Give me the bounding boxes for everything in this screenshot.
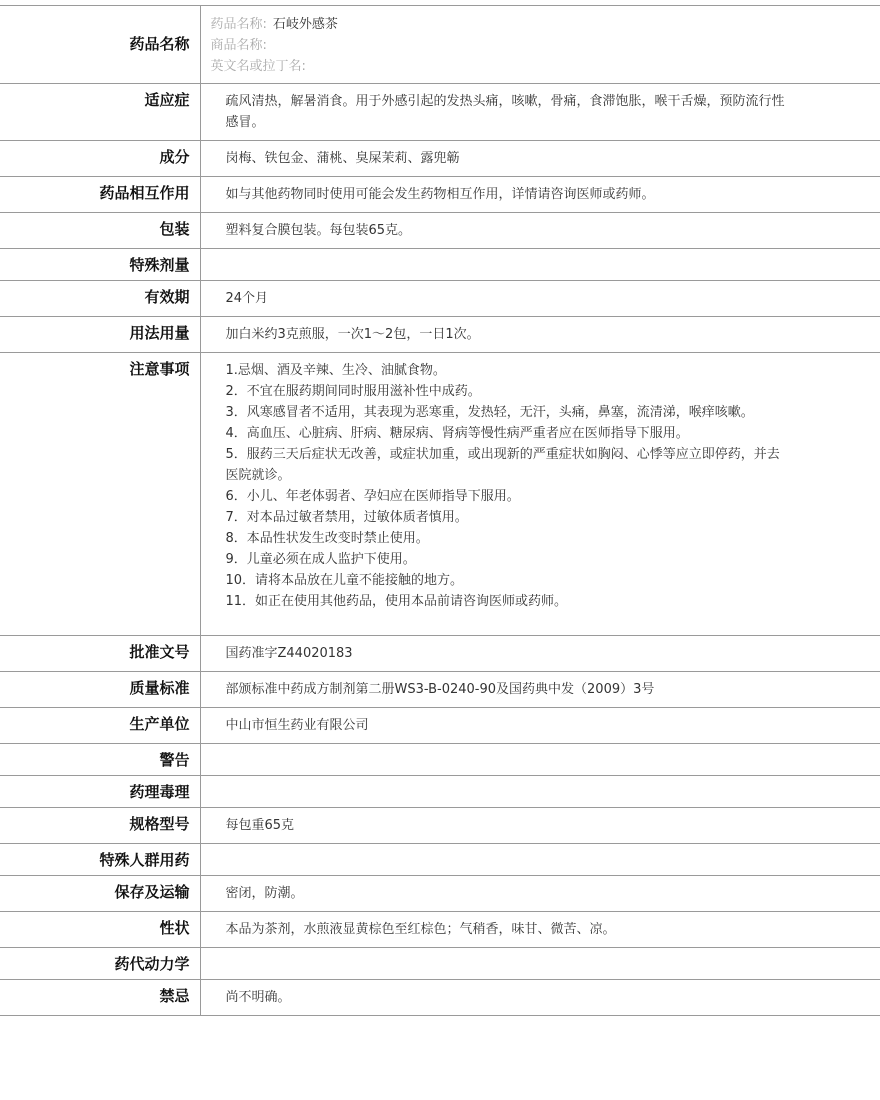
value-special-population [200,844,880,876]
value-special-dosage [200,249,880,281]
label-special-population: 特殊人群用药 [0,844,200,876]
precaution-item: 11．如正在使用其他药品，使用本品前请咨询医师或药师。 [225,594,568,609]
row-manufacturer [0,708,880,744]
label-standard: 质量标准 [0,672,200,708]
row-toxicology [0,776,880,808]
row-validity [0,281,880,317]
label-validity: 有效期 [0,281,200,317]
row-indications [0,84,880,141]
row-standard [0,672,880,708]
row-properties [0,912,880,948]
row-warning [0,744,880,776]
row-drug-name [0,6,880,84]
row-special-dosage [0,249,880,281]
value-indications: 疏风清热，解暑消食。用于外感引起的发热头痛，咳嗽，骨痛，食滞饱胀，喉干舌燥，预防流行性感冒。 [200,84,880,141]
row-ingredients [0,141,880,177]
label-properties: 性状 [0,912,200,948]
label-packaging: 包装 [0,213,200,249]
value-manufacturer: 中山市恒生药业有限公司 [200,708,880,744]
generic-name-line [211,14,871,35]
precaution-item: 1.忌烟、酒及辛辣、生冷、油腻食物。 [225,363,446,378]
precaution-item: 8．本品性状发生改变时禁止使用。 [225,531,429,546]
value-toxicology [200,776,880,808]
label-special-dosage: 特殊剂量 [0,249,200,281]
precaution-item: 2．不宜在服药期间同时服用滋补性中成药。 [225,384,481,399]
precaution-item: 6．小儿、年老体弱者、孕妇应在医师指导下服用。 [225,489,520,504]
label-indications: 适应症 [0,84,200,141]
value-specification: 每包重65克 [200,808,880,844]
label-interactions: 药品相互作用 [0,177,200,213]
label-approval: 批准文号 [0,636,200,672]
row-storage [0,876,880,912]
label-precautions: 注意事项 [0,353,200,636]
value-contraindications: 尚不明确。 [200,980,880,1016]
precaution-item: 9．儿童必须在成人监护下使用。 [225,552,416,567]
precautions-list [226,360,791,612]
value-pharmacokinetics [200,948,880,980]
row-interactions [0,177,880,213]
value-warning [200,744,880,776]
label-toxicology: 药理毒理 [0,776,200,808]
row-usage [0,317,880,353]
value-properties: 本品为茶剂，水煎液显黄棕色至红棕色；气稍香，味甘、微苦、凉。 [200,912,880,948]
value-standard: 部颁标准中药成方制剂第二册WS3-B-0240-90及国药典中发（2009）3号 [200,672,880,708]
generic-name-key: 药品名称: [210,17,267,32]
trade-name-key: 商品名称: [210,38,267,53]
precaution-item: 10．请将本品放在儿童不能接触的地方。 [225,573,464,588]
label-manufacturer: 生产单位 [0,708,200,744]
drug-spec-table [0,5,880,1016]
label-ingredients: 成分 [0,141,200,177]
value-packaging: 塑料复合膜包装。每包装65克。 [200,213,880,249]
value-approval: 国药准字Z44020183 [200,636,880,672]
label-warning: 警告 [0,744,200,776]
row-pharmacokinetics [0,948,880,980]
english-name-key: 英文名或拉丁名: [210,59,306,74]
drug-spec-sheet [0,5,880,1016]
row-specification [0,808,880,844]
precaution-item: 5．服药三天后症状无改善，或症状加重，或出现新的严重症状如胸闷、心悸等应立即停药，并去医院就诊。 [225,447,780,483]
precaution-item: 7．对本品过敏者禁用，过敏体质者慎用。 [225,510,468,525]
english-name-line [211,56,871,77]
label-pharmacokinetics: 药代动力学 [0,948,200,980]
generic-name-value: 石岐外感茶 [272,17,338,32]
row-packaging [0,213,880,249]
value-storage: 密闭，防潮。 [200,876,880,912]
row-precautions [0,353,880,636]
row-special-population [0,844,880,876]
row-approval [0,636,880,672]
trade-name-line [211,35,871,56]
row-contraindications [0,980,880,1016]
value-precautions [200,353,880,636]
value-interactions: 如与其他药物同时使用可能会发生药物相互作用，详情请咨询医师或药师。 [200,177,880,213]
label-usage: 用法用量 [0,317,200,353]
value-validity: 24个月 [200,281,880,317]
value-ingredients: 岗梅、铁包金、蒲桃、臭屎茉莉、露兜簕 [200,141,880,177]
label-specification: 规格型号 [0,808,200,844]
label-storage: 保存及运输 [0,876,200,912]
precaution-item: 3．风寒感冒者不适用，其表现为恶寒重，发热轻，无汗，头痛，鼻塞，流清涕，喉痒咳嗽。 [225,405,754,420]
label-contraindications: 禁忌 [0,980,200,1016]
precaution-item: 4．高血压、心脏病、肝病、糖尿病、肾病等慢性病严重者应在医师指导下服用。 [225,426,689,441]
label-drug-name: 药品名称 [0,6,200,84]
value-usage: 加白米约3克煎服，一次1～2包，一日1次。 [200,317,880,353]
drug-name-cell [200,6,880,84]
